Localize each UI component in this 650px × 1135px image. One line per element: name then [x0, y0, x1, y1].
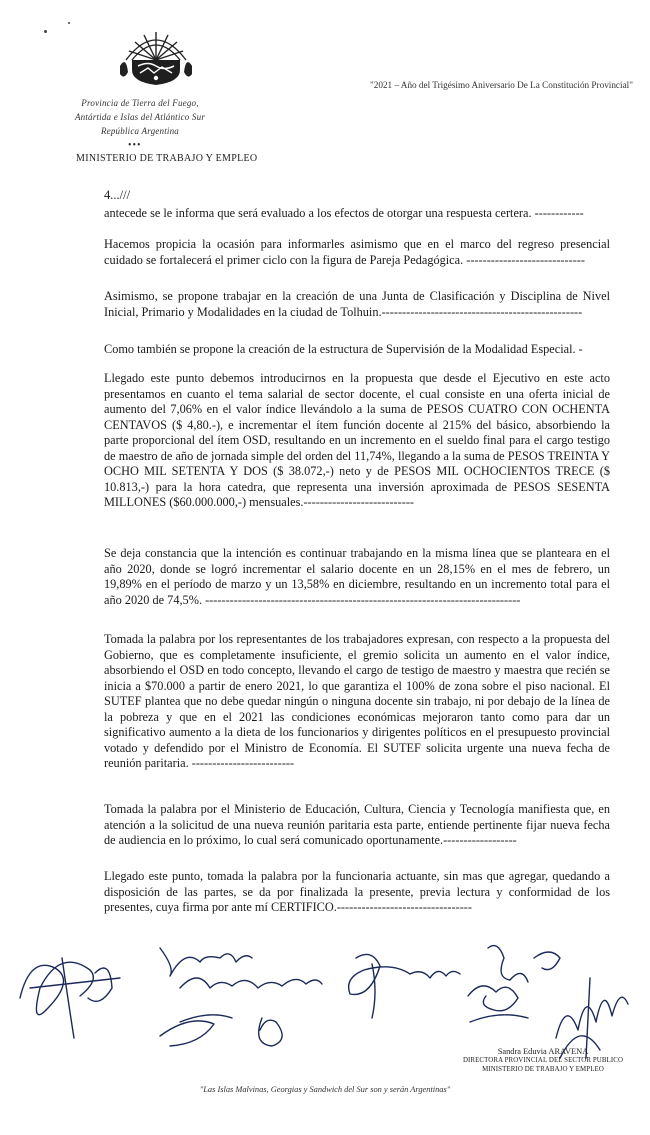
ministry-name: MINISTERIO DE TRABAJO Y EMPLEO [76, 153, 258, 164]
province-line: Provincia de Tierra del Fuego, [81, 98, 199, 108]
page-continuation-ref: 4.../// [104, 188, 131, 202]
signature-6 [556, 978, 628, 1058]
provincial-crest-logo [118, 26, 194, 86]
paragraph: Llegado este punto debemos introducirnos en la propuesta que desde el Ejecutivo en este acto presentamos en cuanto el tema salarial de sector docente, el cual consiste en una oferta inicial de aumento del 7,06% en el valor índice llevándolo a la suma de PESOS CUATRO CON OCHENTA CENTAVOS ($ 4,80.-), e incrementar el ítem función docente al 215% del básico, absorbiendo la parte proporcional del ítem OSD, resultando en un incremento en el sueldo final para el cargo testigo de maestro de año de jornada simple del orden del 11,74%, llegando a la suma de PESOS TREINTA Y OCHO MIL SETENTA Y DOS ($ 38.072,-) neto y de PESOS MIL OCHOCIENTOS TRECE ($ 10.813,-) para la hora catedra, que representa una inversión aproximada de PESOS SESENTA MILLONES ($60.000.000,-) mensuales.--------------------------- [104, 371, 610, 509]
paragraph: antecede se le informa que será evaluado a los efectos de otorgar una respuesta certera. ------------ [104, 206, 584, 220]
signature-3 [160, 1015, 282, 1046]
signer-block [440, 1047, 646, 1074]
paragraph: Llegado este punto, tomada la palabra por la funcionaria actuante, sin mas que agregar, quedando a disposición de las partes, se da por finalizada la presente, previa lectura y conformidad de los presentes, cuya firma por ante mí CERTIFICO.--------------------------------- [104, 869, 610, 914]
signer-title: DIRECTORA PROVINCIAL DEL SECTOR PUBLICO [462, 1057, 624, 1064]
paragraph: Como también se propone la creación de la estructura de Supervisión de la Modalidad Especial. - [104, 342, 583, 356]
signature-1 [20, 958, 120, 1038]
scan-speck [44, 30, 47, 33]
year-motto: "2021 – Año del Trigésimo Aniversario De La Constitución Provincial" [370, 80, 633, 90]
signatures-drawing [0, 918, 650, 1068]
province-line: República Argentina [100, 126, 180, 136]
signature-2 [160, 948, 322, 988]
paragraph: Hacemos propicia la ocasión para informarles asimismo que en el marco del regreso presencial cuidado se fortalecerá el primer ciclo con la figura de Pareja Pedagógica. ----------------------------- [104, 237, 610, 267]
signer-office: MINISTERIO DE TRABAJO Y EMPLEO [482, 1065, 604, 1073]
ornament-dots: ••• [128, 140, 142, 151]
paragraph: Tomada la palabra por el Ministerio de Educación, Cultura, Ciencia y Tecnología manifiesta que, en atención a la solicitud de una nueva reunión paritaria esta parte, entiende pertinente fijar nueva fecha de audiencia en lo próximo, lo cual será comunicado oportunamente.------------------ [104, 802, 610, 847]
paragraph: Se deja constancia que la intención es continuar trabajando en la misma línea que se planteara en el año 2020, donde se logró incrementar el salario docente en un 28,15% en el mes de febrero, un 19,89% en el período de marzo y un 13,58% en diciembre, resultando en un incremento total para el año 2020 de 74,5%. ----------------------------------------------------------------------------- [104, 546, 610, 607]
province-heading [40, 96, 240, 138]
signature-5 [468, 946, 560, 1022]
province-line: Antártida e Islas del Atlántico Sur [74, 112, 206, 122]
paragraph: Asimismo, se propone trabajar en la creación de una Junta de Clasificación y Disciplina de Nivel Inicial, Primario y Modalidades en la ciudad de Tolhuin.------------------------------------------------- [104, 289, 610, 319]
paragraph: Tomada la palabra por los representantes de los trabajadores expresan, con respecto a la propuesta del Gobierno, que es completamente insuficiente, el gremio solicita un aumento en el valor índice, absorbiendo el OSD en todo concepto, llevando el cargo de testigo de maestro y maestra que recién se inicia a $70.000 a partir de enero 2021, lo que garantiza el 100% de zona sobre el piso nacional. El SUTEF plantea que no debe quedar ningún o ninguna docente sin trabajo, ni por debajo de la línea de la pobreza y que en el 2021 las condiciones económicas mejoraron tanto como para dar un significativo aumento a la dieta de los funcionarios y dirigentes políticos en el presupuesto provincial votado y defendido por el Ministro de Economía. El SUTEF solicita urgente una nueva fecha de reunión paritaria. ------------------------- [104, 632, 610, 770]
footer-motto: "Las Islas Malvinas, Georgias y Sandwich del Sur son y serán Argentinas" [199, 1085, 451, 1094]
signature-4 [349, 954, 460, 1018]
scan-speck [68, 22, 70, 24]
signer-name: Sandra Eduvia ARAVENA [497, 1047, 589, 1056]
